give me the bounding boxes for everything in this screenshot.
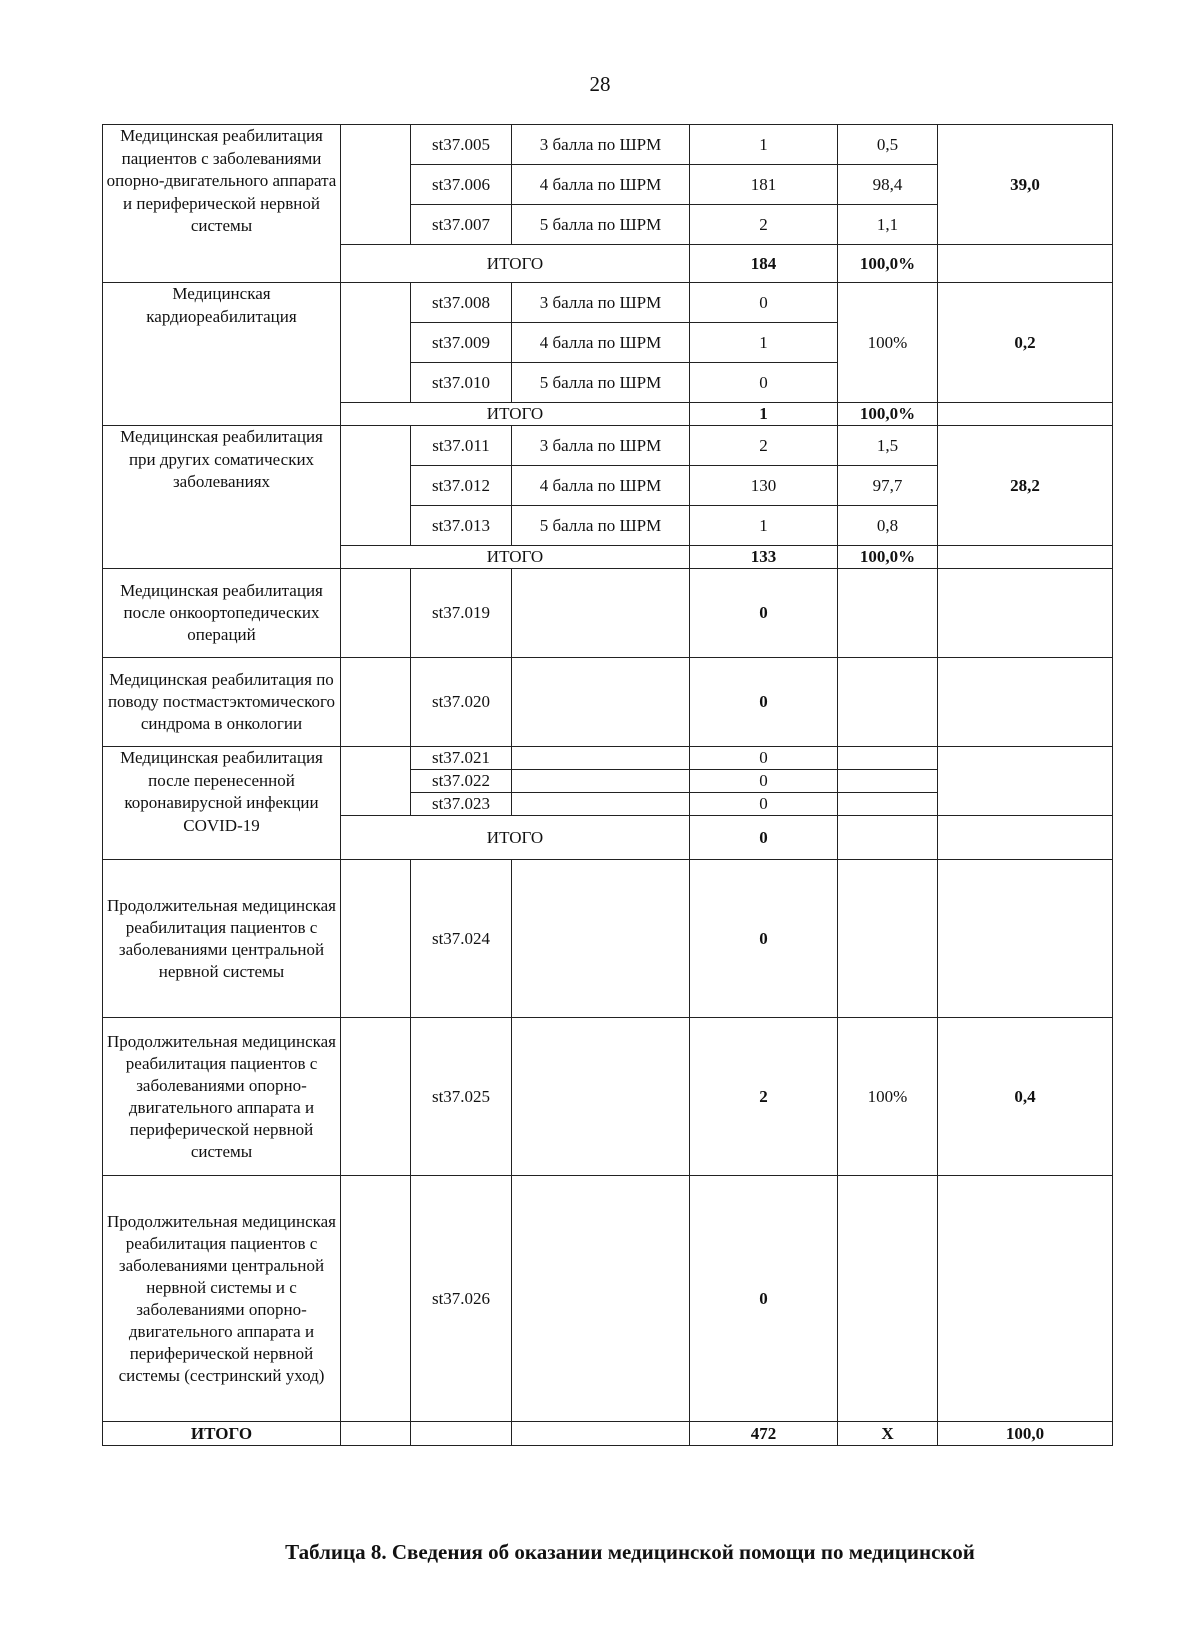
desc-cell: 4 балла по ШРМ (512, 323, 690, 363)
empty-cell (341, 860, 411, 1018)
code-cell: st37.006 (411, 165, 512, 205)
group-name: Продолжительная медицинская реабилитация пациентов с заболеваниями центральной нервной системы (103, 860, 341, 1018)
total-percent: 100,0% (838, 546, 938, 569)
empty-cell (838, 1176, 938, 1422)
total-count: 184 (690, 245, 838, 283)
share-cell: 0,4 (938, 1018, 1113, 1176)
empty-cell (512, 747, 690, 770)
grand-total-label: ИТОГО (103, 1422, 341, 1446)
group-name: Продолжительная медицинская реабилитация пациентов с заболеваниями опорно-двигательного аппарата и периферической нервной системы (103, 1018, 341, 1176)
empty-cell (341, 1176, 411, 1422)
table-row (103, 860, 1113, 1018)
empty-cell (512, 569, 690, 658)
percent-cell: 1,1 (838, 205, 938, 245)
percent-cell: 1,5 (838, 426, 938, 466)
empty-cell (838, 793, 938, 816)
empty-cell (512, 1422, 690, 1446)
empty-cell (838, 770, 938, 793)
empty-cell (341, 747, 411, 816)
count-cell: 0 (690, 860, 838, 1018)
percent-cell: 97,7 (838, 466, 938, 506)
empty-cell (341, 283, 411, 403)
desc-cell: 3 балла по ШРМ (512, 426, 690, 466)
desc-cell: 5 балла по ШРМ (512, 506, 690, 546)
table-row (103, 125, 1113, 165)
total-label: ИТОГО (341, 403, 690, 426)
total-count: 133 (690, 546, 838, 569)
total-label: ИТОГО (341, 245, 690, 283)
group-name: Медицинская реабилитация пациентов с заболеваниями опорно-двигательного аппарата и периферической нервной системы (103, 125, 341, 283)
total-percent: 100,0% (838, 403, 938, 426)
empty-cell (838, 658, 938, 747)
count-cell: 1 (690, 506, 838, 546)
desc-cell: 3 балла по ШРМ (512, 283, 690, 323)
empty-cell (512, 658, 690, 747)
code-cell: st37.010 (411, 363, 512, 403)
grand-total-count: 472 (690, 1422, 838, 1446)
code-cell: st37.005 (411, 125, 512, 165)
code-cell: st37.024 (411, 860, 512, 1018)
percent-cell: 100% (838, 1018, 938, 1176)
count-cell: 130 (690, 466, 838, 506)
count-cell: 1 (690, 125, 838, 165)
empty-cell (938, 816, 1113, 860)
percent-cell: 0,8 (838, 506, 938, 546)
code-cell: st37.008 (411, 283, 512, 323)
table-row (103, 569, 1113, 658)
count-cell: 0 (690, 793, 838, 816)
code-cell: st37.019 (411, 569, 512, 658)
empty-cell (512, 860, 690, 1018)
percent-cell: 0,5 (838, 125, 938, 165)
rehabilitation-table (102, 124, 1113, 1446)
empty-cell (341, 125, 411, 245)
group-name: Медицинская реабилитация после перенесенной коронавирусной инфекции COVID-19 (103, 747, 341, 860)
empty-cell (512, 1018, 690, 1176)
total-label: ИТОГО (341, 816, 690, 860)
table-row (103, 283, 1113, 323)
code-cell: st37.025 (411, 1018, 512, 1176)
count-cell: 0 (690, 283, 838, 323)
desc-cell: 4 балла по ШРМ (512, 165, 690, 205)
table-row (103, 1176, 1113, 1422)
table-row (103, 426, 1113, 466)
empty-cell (341, 1422, 411, 1446)
empty-cell (938, 658, 1113, 747)
code-cell: st37.020 (411, 658, 512, 747)
table-caption: Таблица 8. Сведения об оказании медицинской помощи по медицинской (285, 1540, 975, 1564)
empty-cell (512, 770, 690, 793)
count-cell: 2 (690, 426, 838, 466)
page-number: 28 (589, 72, 611, 96)
code-cell: st37.009 (411, 323, 512, 363)
code-cell: st37.023 (411, 793, 512, 816)
count-cell: 0 (690, 569, 838, 658)
count-cell: 2 (690, 205, 838, 245)
count-cell: 0 (690, 658, 838, 747)
empty-cell (341, 1018, 411, 1176)
empty-cell (938, 747, 1113, 816)
grand-total-share: 100,0 (938, 1422, 1113, 1446)
total-label: ИТОГО (341, 546, 690, 569)
empty-cell (838, 569, 938, 658)
group-name: Медицинская реабилитация при других соматических заболеваниях (103, 426, 341, 569)
code-cell: st37.021 (411, 747, 512, 770)
empty-cell (341, 426, 411, 546)
count-cell: 1 (690, 323, 838, 363)
code-cell: st37.026 (411, 1176, 512, 1422)
desc-cell: 3 балла по ШРМ (512, 125, 690, 165)
count-cell: 0 (690, 770, 838, 793)
share-cell: 39,0 (938, 125, 1113, 245)
empty-cell (938, 245, 1113, 283)
code-cell: st37.013 (411, 506, 512, 546)
empty-cell (938, 1176, 1113, 1422)
count-cell: 0 (690, 747, 838, 770)
percent-cell: 98,4 (838, 165, 938, 205)
count-cell: 181 (690, 165, 838, 205)
count-cell: 0 (690, 1176, 838, 1422)
count-cell: 2 (690, 1018, 838, 1176)
empty-cell (938, 569, 1113, 658)
count-cell: 0 (690, 363, 838, 403)
total-count: 0 (690, 816, 838, 860)
empty-cell (512, 793, 690, 816)
group-name: Медицинская кардиореабилитация (103, 283, 341, 426)
group-name: Медицинская реабилитация по поводу постмастэктомического синдрома в онкологии (103, 658, 341, 747)
desc-cell: 4 балла по ШРМ (512, 466, 690, 506)
empty-cell (938, 546, 1113, 569)
empty-cell (838, 860, 938, 1018)
grand-total-percent: Х (838, 1422, 938, 1446)
empty-cell (838, 747, 938, 770)
code-cell: st37.011 (411, 426, 512, 466)
total-percent: 100,0% (838, 245, 938, 283)
desc-cell: 5 балла по ШРМ (512, 205, 690, 245)
empty-cell (512, 1176, 690, 1422)
empty-cell (838, 816, 938, 860)
group-name: Медицинская реабилитация после онкоортопедических операций (103, 569, 341, 658)
total-count: 1 (690, 403, 838, 426)
empty-cell (341, 658, 411, 747)
code-cell: st37.007 (411, 205, 512, 245)
share-cell: 0,2 (938, 283, 1113, 403)
empty-cell (411, 1422, 512, 1446)
empty-cell (938, 860, 1113, 1018)
empty-cell (341, 569, 411, 658)
group-name: Продолжительная медицинская реабилитация пациентов с заболеваниями центральной нервной системы и с заболеваниями опорно-двигательного аппарата и периферической нервной системы (сестринский уход) (103, 1176, 341, 1422)
table-row (103, 1018, 1113, 1176)
code-cell: st37.012 (411, 466, 512, 506)
table-row (103, 658, 1113, 747)
desc-cell: 5 балла по ШРМ (512, 363, 690, 403)
share-cell: 28,2 (938, 426, 1113, 546)
empty-cell (938, 403, 1113, 426)
grand-total-row (103, 1422, 1113, 1446)
table-row (103, 747, 1113, 770)
code-cell: st37.022 (411, 770, 512, 793)
percent-cell: 100% (838, 283, 938, 403)
